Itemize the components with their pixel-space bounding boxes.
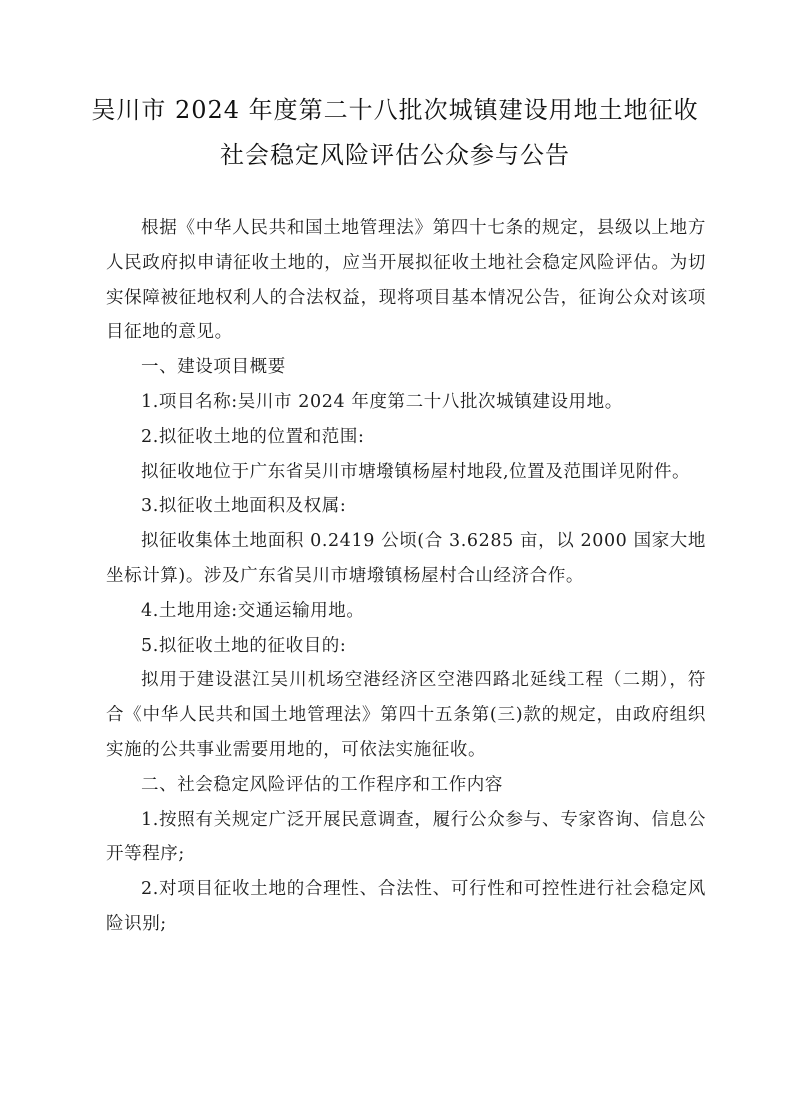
section-heading-1: 一、建设项目概要 <box>141 357 286 378</box>
procedure-item-2: 2.对项目征收土地的合理性、合法性、可行性和可控性进行社会稳定风险识别; <box>106 879 706 934</box>
item-purpose-heading: 5.拟征收土地的征收目的: <box>141 635 347 656</box>
item-project-name: 1.项目名称:吴川市 2024 年度第二十八批次城镇建设用地。 <box>141 391 623 412</box>
document-title-line-2: 社会稳定风险评估公众参与公告 <box>220 141 570 169</box>
item-purpose-text: 拟用于建设湛江吴川机场空港经济区空港四路北延线工程（二期），符合《中华人民共和国土地管理法》第四十五条第(三)款的规定，由政府组织实施的公共事业需要用地的，可依法实施征收。 <box>106 670 706 760</box>
document-title-line-1: 吴川市 2024 年度第二十八批次城镇建设用地土地征收 <box>91 96 699 124</box>
section-heading-2: 二、社会稳定风险评估的工作程序和工作内容 <box>141 774 503 795</box>
item-area-text: 拟征收集体土地面积 0.2419 公顷(合 3.6285 亩，以 2000 国家大地坐标计算)。涉及广东省吴川市塘墢镇杨屋村合山经济合作。 <box>106 531 706 586</box>
item-area-heading: 3.拟征收土地面积及权属: <box>141 496 347 517</box>
item-location-heading: 2.拟征收土地的位置和范围: <box>141 426 365 447</box>
item-location-text: 拟征收地位于广东省吴川市塘墢镇杨屋村地段,位置及范围详见附件。 <box>141 461 691 482</box>
procedure-item-1: 1.按照有关规定广泛开展民意调查，履行公众参与、专家咨询、信息公开等程序; <box>106 809 706 865</box>
item-land-use: 4.土地用途:交通运输用地。 <box>141 600 365 621</box>
paragraph-intro: 根据《中华人民共和国土地管理法》第四十七条的规定，县级以上地方人民政府拟申请征收土地的，应当开展拟征收土地社会稳定风险评估。为切实保障被征地权利人的合法权益，现将项目基本情况公告，征询公众对该项目征地的意见。 <box>106 218 706 343</box>
document-body <box>106 211 706 942</box>
